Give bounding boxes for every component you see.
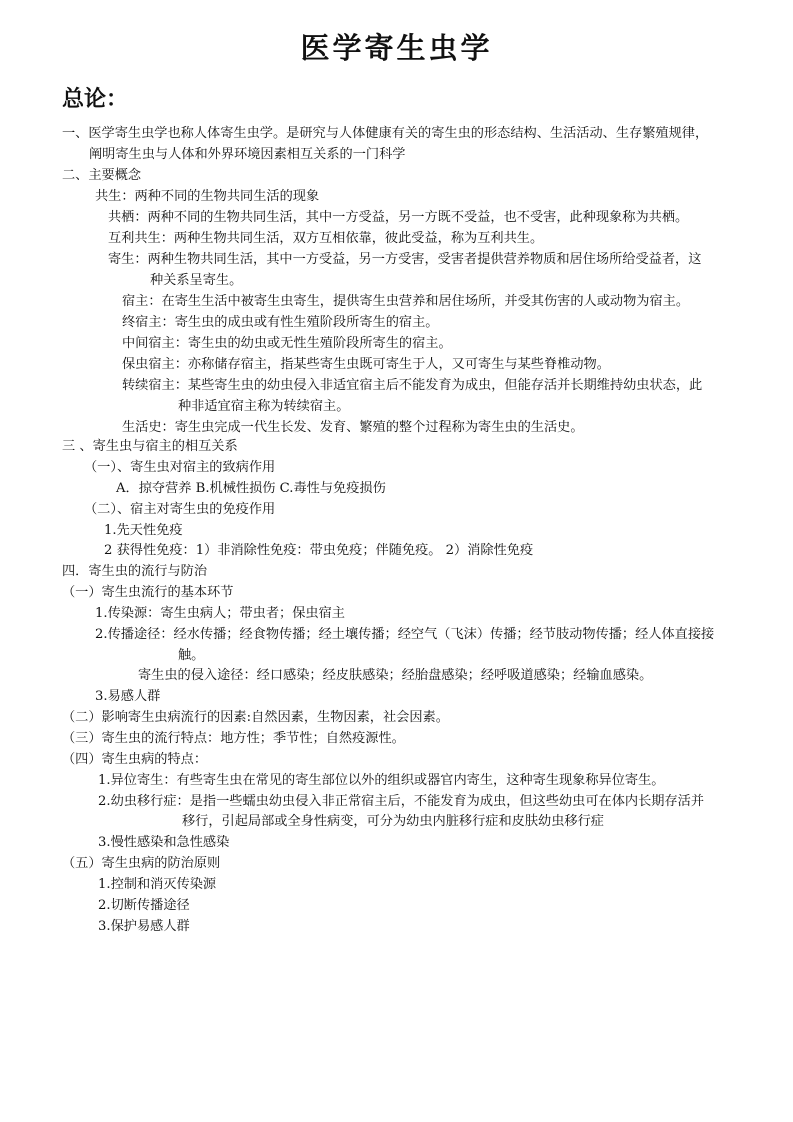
section-heading: 总论： <box>62 86 129 112</box>
text-line: 终宿主：寄生虫的成虫或有性生殖阶段所寄生的宿主。 <box>122 315 439 330</box>
text-line: 触。 <box>178 648 205 663</box>
text-line: 三 、寄生虫与宿主的相互关系 <box>62 439 238 454</box>
text-line: 移行，引起局部或全身性病变，可分为幼虫内脏移行症和皮肤幼虫移行症 <box>182 814 604 829</box>
text-line: 1.传染源：寄生虫病人；带虫者；保虫宿主 <box>95 606 345 621</box>
text-line: A．掠夺营养 B.机械性损伤 C.毒性与免疫损伤 <box>116 481 386 496</box>
text-line: 1.异位寄生：有些寄生虫在常见的寄生部位以外的组织或器官内寄生，这种寄生现象称异位寄生。 <box>98 773 665 788</box>
text-line: 种非适宜宿主称为转续宿主。 <box>178 399 350 414</box>
text-line: 3.慢性感染和急性感染 <box>98 835 230 850</box>
text-line: 寄生虫的侵入途径：经口感染；经皮肤感染；经胎盘感染；经呼吸道感染；经输血感染。 <box>138 668 653 683</box>
text-line: （二）、宿主对寄生虫的免疫作用 <box>84 502 276 517</box>
text-line: 1.先天性免疫 <box>104 523 183 538</box>
text-line: 互利共生：两种生物共同生活，双方互相依靠，彼此受益，称为互利共生。 <box>108 231 544 246</box>
text-line: 种关系呈寄生。 <box>150 273 243 288</box>
text-line: （二）影响寄生虫病流行的因素:自然因素，生物因素，社会因素。 <box>62 710 449 725</box>
text-line: 3.保护易感人群 <box>98 919 190 934</box>
text-line: 保虫宿主：亦称储存宿主，指某些寄生虫既可寄生于人，又可寄生与某些脊椎动物。 <box>122 357 610 372</box>
page-title: 医学寄生虫学 <box>300 31 493 65</box>
text-line: 中间宿主：寄生虫的幼虫或无性生殖阶段所寄生的宿主。 <box>122 336 452 351</box>
text-line: 3.易感人群 <box>95 689 161 704</box>
text-line: 寄生：两种生物共同生活，其中一方受益，另一方受害，受害者提供营养物质和居住场所给受益者，这 <box>108 252 702 267</box>
text-line: 一、医学寄生虫学也称人体寄生虫学。是研究与人体健康有关的寄生虫的形态结构、生活活动、生存繁殖规律， <box>62 126 709 141</box>
text-line: 2.幼虫移行症：是指一些蠕虫幼虫侵入非正常宿主后，不能发育为成虫，但这些幼虫可在体内长期存活并 <box>98 794 705 809</box>
text-line: 共栖：两种不同的生物共同生活，其中一方受益，另一方既不受益，也不受害，此种现象称为共栖。 <box>108 210 689 225</box>
text-line: 二、主要概念 <box>62 168 142 183</box>
text-line: （五）寄生虫病的防治原则 <box>62 856 221 871</box>
text-line: 转续宿主：某些寄生虫的幼虫侵入非适宜宿主后不能发育为成虫，但能存活并长期维持幼虫状态，此 <box>122 378 703 393</box>
text-line: 共生：两种不同的生物共同生活的现象 <box>95 189 320 204</box>
text-line: 生活史：寄生虫完成一代生长发、发育、繁殖的整个过程称为寄生虫的生活史。 <box>122 420 584 435</box>
text-line: 阐明寄生虫与人体和外界环境因素相互关系的一门科学 <box>89 147 406 162</box>
text-line: （四）寄生虫病的特点： <box>62 752 208 767</box>
text-line: （一）寄生虫流行的基本环节 <box>62 585 234 600</box>
text-line: 2 获得性免疫：1）非消除性免疫：带虫免疫；伴随免疫。 2）消除性免疫 <box>104 543 534 558</box>
text-line: 宿主：在寄生生活中被寄生虫寄生，提供寄生虫营养和居住场所，并受其伤害的人或动物为宿主。 <box>122 294 690 309</box>
text-line: 1.控制和消灭传染源 <box>98 877 217 892</box>
text-line: 2.传播途径：经水传播；经食物传播；经土壤传播；经空气（飞沫）传播；经节肢动物传播；经人体直接接 <box>95 627 715 642</box>
text-line: （一）、寄生虫对宿主的致病作用 <box>84 460 276 475</box>
text-line: 四．寄生虫的流行与防治 <box>62 564 208 579</box>
text-line: （三）寄生虫的流行特点：地方性；季节性；自然疫源性。 <box>62 731 405 746</box>
text-line: 2.切断传播途径 <box>98 898 190 913</box>
